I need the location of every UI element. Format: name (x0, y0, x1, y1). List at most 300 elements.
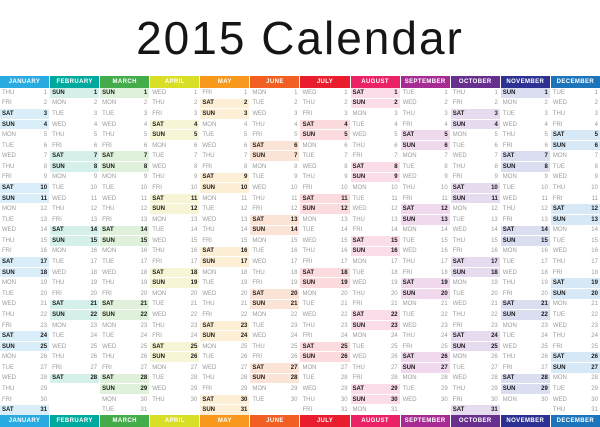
day-of-week-label: MON (2, 280, 16, 287)
day-of-week-label: FRI (102, 290, 112, 297)
day-number: 22 (390, 311, 398, 318)
day-of-week-label: SAT (352, 89, 365, 96)
day-number: 27 (491, 364, 498, 371)
day-number: 13 (390, 216, 398, 223)
day-number: 1 (244, 89, 248, 96)
day-of-week-label: THU (252, 343, 265, 350)
day-number: 10 (90, 184, 98, 191)
day-cell (250, 235, 299, 246)
day-number: 21 (190, 301, 198, 308)
day-of-week-label: TUE (302, 375, 315, 382)
day-of-week-label: MON (202, 121, 217, 128)
day-number: 28 (40, 375, 48, 382)
day-cell (50, 320, 99, 331)
day-number: 26 (190, 354, 198, 361)
day-cell (200, 88, 249, 98)
day-number: 8 (93, 163, 98, 170)
days-list (401, 88, 450, 415)
day-of-week-label: WED (352, 132, 367, 139)
day-number: 7 (444, 153, 448, 160)
day-number: 29 (340, 385, 348, 392)
day-of-week-label: WED (102, 195, 117, 202)
day-number: 21 (290, 301, 298, 308)
day-of-week-label: SUN (52, 311, 65, 318)
day-number: 13 (240, 216, 248, 223)
day-cell (401, 119, 450, 130)
day-cell (551, 394, 600, 405)
day-of-week-label: THU (552, 333, 566, 340)
day-number: 12 (390, 206, 398, 213)
day-number: 8 (193, 163, 198, 170)
day-number: 22 (240, 311, 248, 318)
day-cell (50, 309, 99, 320)
day-cell (200, 161, 249, 172)
month-footer-october: OCTOBER (451, 415, 500, 427)
day-of-week-label: WED (352, 280, 367, 287)
day-number: 23 (491, 322, 498, 329)
day-cell (351, 299, 400, 310)
day-cell (501, 309, 550, 320)
day-number: 11 (541, 195, 548, 202)
month-column-december (551, 76, 600, 427)
day-number: 31 (240, 407, 248, 414)
day-cell (150, 309, 199, 320)
day-number: 27 (190, 364, 198, 371)
day-number: 28 (591, 375, 598, 382)
day-cell (401, 246, 450, 257)
day-cell (451, 267, 500, 278)
day-number: 11 (341, 195, 348, 202)
day-of-week-label: WED (552, 174, 567, 181)
day-of-week-label: SAT (552, 206, 565, 213)
day-of-week-label: FRI (302, 184, 313, 191)
day-number: 27 (390, 364, 398, 371)
day-cell (100, 203, 149, 214)
day-of-week-label: SAT (452, 333, 465, 340)
day-of-week-label: MON (502, 248, 517, 255)
day-of-week-label: MON (302, 290, 317, 297)
month-column-october (451, 76, 500, 427)
day-of-week-label: SUN (352, 322, 366, 329)
day-number: 8 (444, 163, 448, 170)
day-of-week-label: FRI (452, 248, 463, 255)
day-cell (351, 267, 400, 278)
day-of-week-label: TUE (502, 333, 515, 340)
day-of-week-label: WED (552, 248, 567, 255)
day-number: 11 (190, 195, 198, 202)
day-number: 6 (544, 142, 548, 149)
day-cell (150, 235, 199, 246)
day-number: 12 (441, 206, 448, 213)
day-number: 13 (340, 216, 348, 223)
day-cell (0, 288, 49, 299)
day-number: 9 (494, 174, 498, 181)
day-cell (501, 172, 550, 183)
day-number: 9 (294, 174, 298, 181)
day-number: 7 (394, 153, 398, 160)
day-number: 6 (93, 142, 98, 149)
day-of-week-label: SUN (2, 269, 15, 276)
day-of-week-label: TUE (302, 301, 315, 308)
day-cell (0, 394, 49, 405)
day-number: 30 (290, 396, 298, 403)
day-cell (351, 203, 400, 214)
day-of-week-label: TUE (352, 121, 365, 128)
day-of-week-label: THU (302, 100, 315, 107)
day-number: 4 (344, 121, 348, 128)
day-cell (451, 404, 500, 415)
day-number: 12 (340, 206, 348, 213)
month-footer-november: NOVEMBER (501, 415, 550, 427)
day-cell (551, 161, 600, 172)
day-cell (300, 98, 349, 109)
day-cell (351, 351, 400, 362)
day-number: 15 (541, 237, 548, 244)
day-cell (250, 383, 299, 394)
day-cell (50, 214, 99, 225)
day-number: 19 (190, 280, 198, 287)
day-of-week-label: MON (202, 269, 217, 276)
day-number: 16 (441, 248, 448, 255)
day-of-week-label: THU (2, 385, 15, 392)
day-number: 3 (143, 110, 148, 117)
day-number: 22 (190, 311, 198, 318)
day-cell (451, 193, 500, 204)
day-of-week-label: WED (152, 311, 167, 318)
day-cell (200, 182, 249, 193)
day-of-week-label: SUN (202, 333, 215, 340)
day-number: 3 (444, 110, 448, 117)
day-number: 31 (340, 407, 348, 414)
day-of-week-label: TUE (452, 364, 465, 371)
day-cell (200, 129, 249, 140)
day-cell (551, 119, 600, 130)
day-number: 24 (541, 333, 548, 340)
day-cell (401, 88, 450, 98)
day-number: 14 (40, 227, 48, 234)
day-cell (50, 394, 99, 405)
day-of-week-label: MON (152, 216, 167, 223)
day-cell (351, 309, 400, 320)
day-of-week-label: TUE (152, 227, 165, 234)
day-number: 2 (93, 100, 98, 107)
day-cell (501, 341, 550, 352)
day-cell (200, 140, 249, 151)
day-number: 8 (494, 163, 498, 170)
day-number: 30 (40, 396, 48, 403)
day-cell (551, 341, 600, 352)
day-number: 15 (290, 237, 298, 244)
day-number: 25 (491, 343, 498, 350)
day-number: 29 (40, 385, 48, 392)
day-number: 30 (541, 396, 548, 403)
day-number: 27 (40, 364, 48, 371)
day-cell (551, 108, 600, 119)
day-cell (501, 383, 550, 394)
day-cell (0, 267, 49, 278)
day-number: 19 (340, 280, 348, 287)
day-number: 13 (541, 216, 548, 223)
day-cell (100, 172, 149, 183)
day-of-week-label: SUN (252, 227, 266, 234)
day-cell (451, 161, 500, 172)
day-number: 23 (240, 322, 248, 329)
day-of-week-label: SAT (252, 364, 264, 371)
day-of-week-label: SUN (152, 206, 165, 213)
day-of-week-label: FRI (552, 195, 563, 202)
day-cell (351, 373, 400, 384)
day-cell (551, 320, 600, 331)
day-of-week-label: MON (452, 354, 467, 361)
day-cell (501, 299, 550, 310)
day-cell (250, 373, 299, 384)
day-cell (300, 256, 349, 267)
day-cell (100, 150, 149, 161)
day-number: 25 (541, 343, 548, 350)
month-header-september: SEPTEMBER (401, 76, 450, 88)
day-of-week-label: FRI (202, 311, 212, 318)
month-footer-march: MARCH (100, 415, 149, 427)
day-cell (451, 330, 500, 341)
day-of-week-label: THU (252, 121, 265, 128)
day-cell (150, 341, 199, 352)
day-cell (0, 119, 49, 130)
day-number: 23 (90, 322, 98, 329)
day-cell (451, 214, 500, 225)
day-of-week-label: MON (452, 206, 467, 213)
day-number: 7 (494, 153, 498, 160)
day-cell (100, 299, 149, 310)
day-number: 18 (90, 269, 98, 276)
day-number: 27 (541, 364, 548, 371)
day-cell (100, 404, 149, 415)
day-cell (300, 341, 349, 352)
day-number: 23 (190, 322, 198, 329)
day-cell (250, 267, 299, 278)
day-number: 19 (140, 280, 148, 287)
day-of-week-label: WED (552, 100, 567, 107)
day-cell (250, 140, 299, 151)
day-cell (50, 140, 99, 151)
day-number: 12 (40, 206, 48, 213)
day-of-week-label: MON (152, 142, 167, 149)
day-of-week-label: TUE (452, 216, 465, 223)
day-number: 19 (240, 280, 248, 287)
day-of-week-label: WED (252, 110, 267, 117)
day-number: 19 (441, 280, 448, 287)
day-number: 10 (240, 184, 248, 191)
day-cell (250, 288, 299, 299)
day-cell (401, 172, 450, 183)
day-number: 16 (40, 248, 48, 255)
day-cell (501, 320, 550, 331)
day-number: 4 (594, 121, 598, 128)
day-number: 4 (394, 121, 398, 128)
day-number: 29 (190, 385, 198, 392)
day-cell (501, 140, 550, 151)
day-of-week-label: SAT (52, 375, 64, 382)
day-of-week-label: SUN (152, 354, 165, 361)
day-cell (150, 108, 199, 119)
day-cell (50, 373, 99, 384)
month-footer-august: AUGUST (351, 415, 400, 427)
day-number: 1 (193, 89, 198, 96)
day-of-week-label: THU (502, 132, 516, 139)
day-of-week-label: WED (502, 343, 517, 350)
day-number: 4 (494, 121, 498, 128)
month-column-august (351, 76, 400, 427)
day-number: 15 (390, 237, 398, 244)
day-number: 23 (290, 322, 298, 329)
day-cell (200, 288, 249, 299)
day-number: 23 (40, 322, 48, 329)
day-cell (200, 203, 249, 214)
day-cell (551, 129, 600, 140)
day-cell (150, 277, 199, 288)
day-of-week-label: SAT (152, 195, 164, 202)
day-number: 23 (340, 322, 348, 329)
day-cell (501, 373, 550, 384)
day-of-week-label: SUN (502, 311, 516, 318)
day-of-week-label: SAT (202, 396, 214, 403)
day-number: 16 (591, 248, 598, 255)
day-number: 14 (290, 227, 298, 234)
month-header-april: APRIL (150, 76, 199, 88)
day-of-week-label: THU (502, 354, 516, 361)
day-number: 2 (294, 100, 298, 107)
day-number: 4 (43, 121, 48, 128)
day-number: 12 (90, 206, 98, 213)
day-of-week-label: MON (352, 110, 367, 117)
day-number: 30 (491, 396, 498, 403)
day-of-week-label: WED (202, 142, 217, 149)
day-number: 12 (190, 206, 198, 213)
day-number: 21 (40, 301, 48, 308)
day-number: 17 (340, 259, 348, 266)
day-number: 14 (140, 227, 148, 234)
day-cell (551, 225, 600, 236)
month-header-january: JANUARY (0, 76, 49, 88)
day-of-week-label: THU (352, 142, 365, 149)
day-cell (250, 193, 299, 204)
day-of-week-label: MON (452, 280, 467, 287)
day-cell (50, 172, 99, 183)
day-number: 6 (294, 142, 298, 149)
day-of-week-label: FRI (502, 216, 513, 223)
day-number: 28 (190, 375, 198, 382)
day-number: 13 (40, 216, 48, 223)
day-number: 20 (491, 290, 498, 297)
day-cell (150, 129, 199, 140)
day-of-week-label: WED (102, 269, 117, 276)
day-of-week-label: TUE (202, 132, 215, 139)
day-cell (300, 362, 349, 373)
day-of-week-label: TUE (452, 142, 465, 149)
day-of-week-label: WED (502, 195, 517, 202)
day-of-week-label: MON (2, 354, 16, 361)
day-number: 31 (40, 407, 48, 414)
day-of-week-label: TUE (502, 110, 515, 117)
day-cell (50, 88, 99, 98)
day-of-week-label: THU (2, 311, 15, 318)
day-cell (250, 225, 299, 236)
day-number: 30 (240, 396, 248, 403)
day-cell (150, 150, 199, 161)
day-cell (100, 129, 149, 140)
day-of-week-label: THU (452, 311, 466, 318)
day-cell (250, 246, 299, 257)
day-of-week-label: TUE (552, 385, 565, 392)
day-number: 7 (544, 153, 548, 160)
day-of-week-label: FRI (102, 364, 112, 371)
day-number: 20 (140, 290, 148, 297)
day-cell (501, 362, 550, 373)
day-number: 5 (444, 132, 448, 139)
day-number: 13 (290, 216, 298, 223)
day-cell (401, 140, 450, 151)
day-number: 13 (441, 216, 448, 223)
day-number: 30 (390, 396, 398, 403)
day-number: 6 (244, 142, 248, 149)
day-of-week-label: MON (302, 142, 317, 149)
day-cell (451, 299, 500, 310)
day-of-week-label: THU (302, 322, 315, 329)
day-cell (300, 161, 349, 172)
day-of-week-label: MON (102, 174, 117, 181)
day-cell (451, 225, 500, 236)
day-number: 5 (244, 132, 248, 139)
day-of-week-label: TUE (252, 248, 265, 255)
month-footer-may: MAY (200, 415, 249, 427)
day-of-week-label: THU (152, 248, 165, 255)
day-cell (0, 373, 49, 384)
day-of-week-label: THU (352, 216, 365, 223)
day-of-week-label: TUE (102, 333, 115, 340)
day-number: 3 (43, 110, 48, 117)
day-of-week-label: SUN (202, 407, 215, 414)
day-of-week-label: SAT (252, 142, 264, 149)
day-of-week-label: WED (2, 375, 16, 382)
day-of-week-label: SAT (202, 174, 214, 181)
day-of-week-label: FRI (402, 195, 413, 202)
day-number: 22 (591, 311, 598, 318)
day-of-week-label: THU (502, 280, 516, 287)
day-of-week-label: MON (352, 259, 367, 266)
day-number: 18 (340, 269, 348, 276)
day-number: 24 (591, 333, 598, 340)
day-cell (50, 203, 99, 214)
days-list (351, 88, 400, 415)
day-number: 1 (594, 89, 598, 96)
day-number: 20 (240, 290, 248, 297)
day-number: 3 (93, 110, 98, 117)
day-cell (451, 320, 500, 331)
month-header-october: OCTOBER (451, 76, 500, 88)
day-cell (0, 150, 49, 161)
day-of-week-label: FRI (402, 343, 413, 350)
day-cell (401, 299, 450, 310)
day-of-week-label: SUN (402, 364, 416, 371)
day-number: 15 (140, 237, 148, 244)
day-cell (401, 203, 450, 214)
day-cell (100, 351, 149, 362)
day-cell (351, 383, 400, 394)
day-cell (501, 108, 550, 119)
day-number: 11 (441, 195, 448, 202)
day-of-week-label: FRI (52, 142, 62, 149)
day-of-week-label: SUN (302, 280, 316, 287)
day-cell (0, 98, 49, 109)
